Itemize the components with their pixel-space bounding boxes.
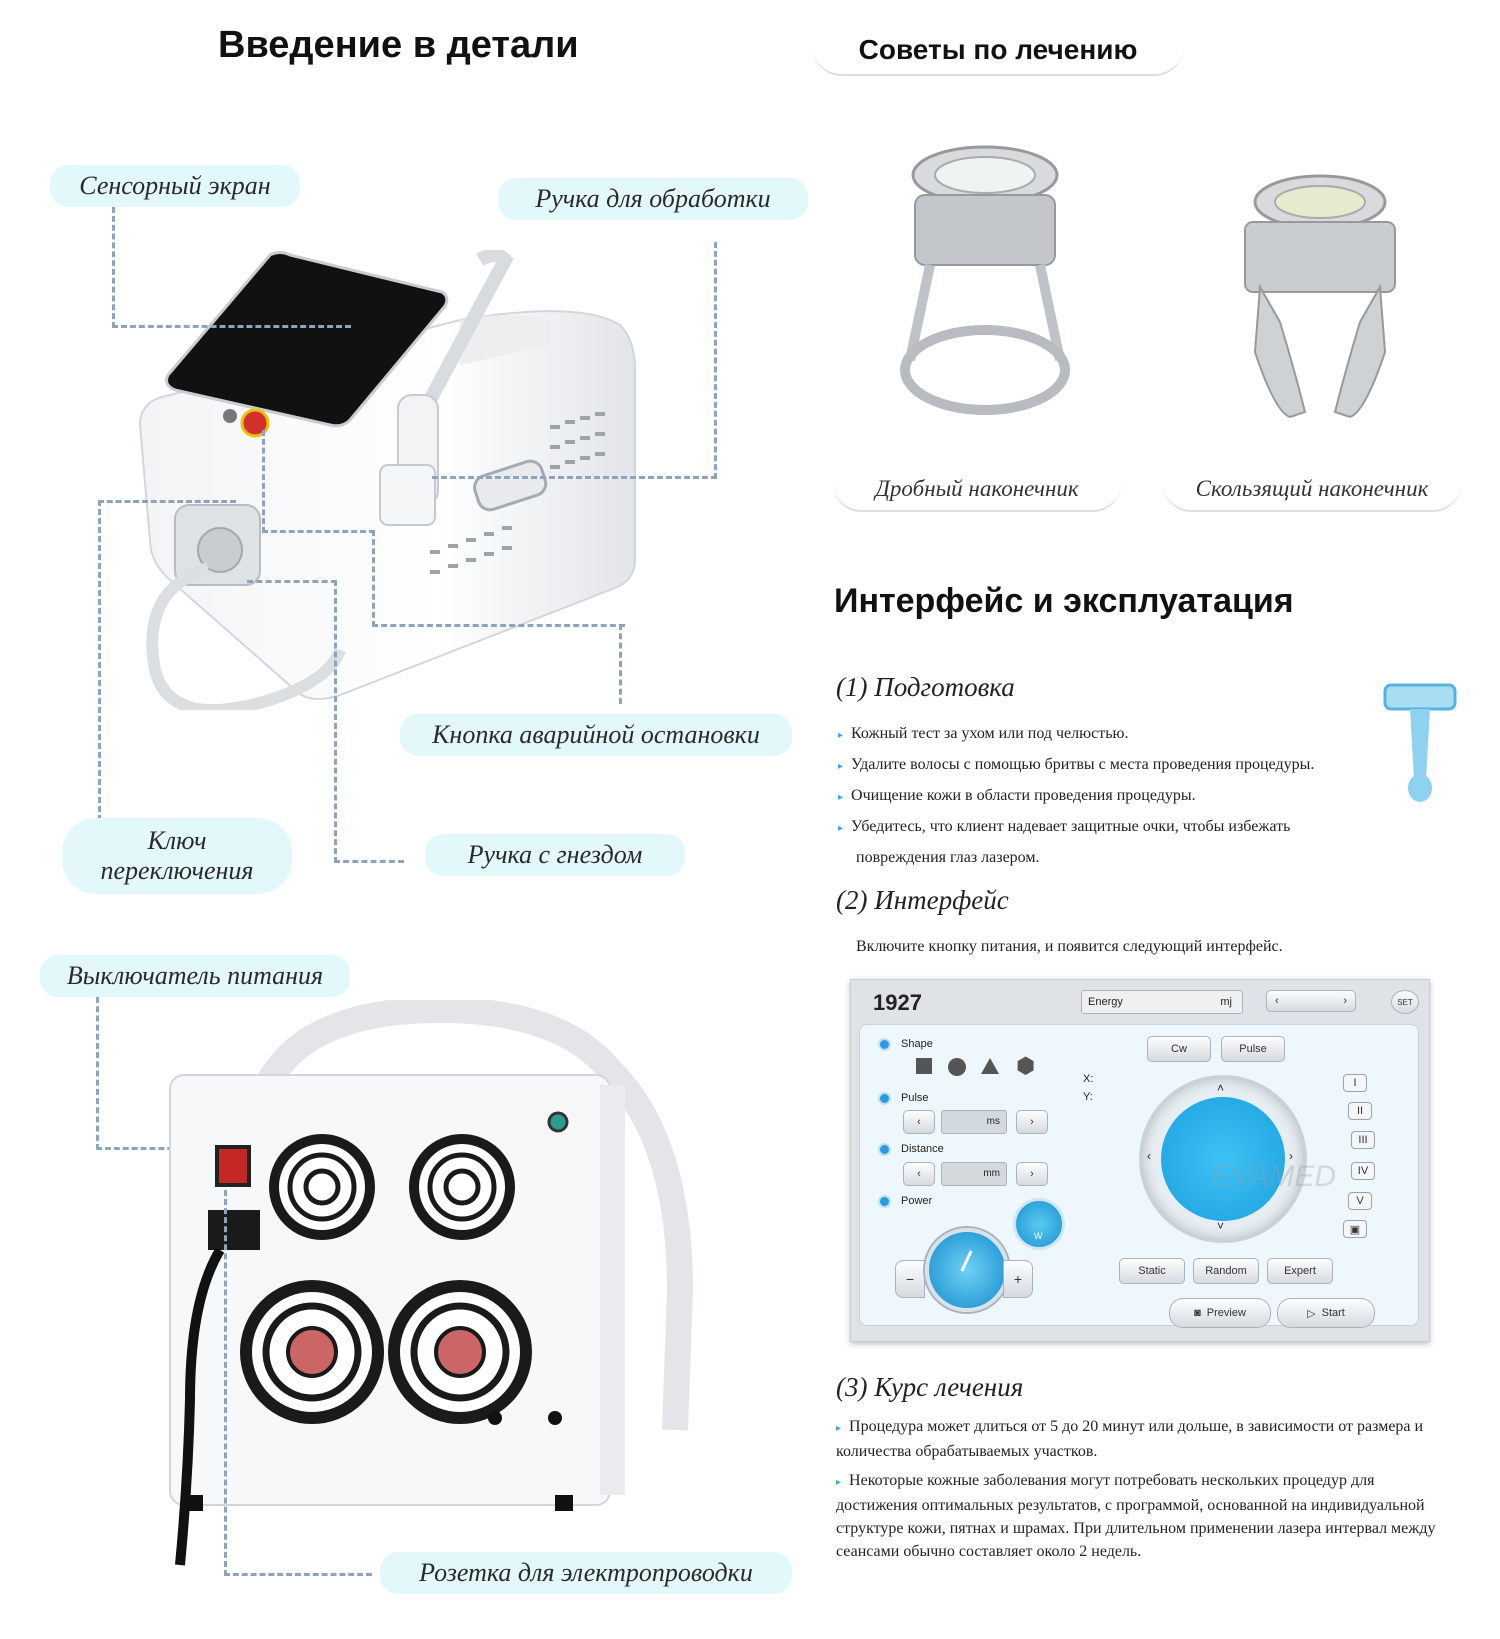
distance-decrease-button[interactable]: ‹: [903, 1162, 935, 1186]
emergency-leader-2: [372, 530, 625, 627]
distance-value-field[interactable]: [941, 1162, 1007, 1186]
fractional-tip-caption: Дробный наконечник: [832, 470, 1122, 512]
start-button[interactable]: ▷ Start: [1277, 1298, 1375, 1328]
arrow-down-icon[interactable]: ˅: [1217, 1219, 1225, 1233]
random-button[interactable]: Random: [1193, 1258, 1259, 1284]
fractional-tip-image: [895, 145, 1075, 430]
level-1-button[interactable]: I: [1343, 1074, 1367, 1092]
socket-handle-leader: [247, 580, 337, 863]
iface-title: (2) Интерфейс: [836, 885, 1009, 915]
power-value-button[interactable]: [1013, 1198, 1065, 1250]
prep-title: (1) Подготовка: [836, 672, 1015, 702]
arrow-left-icon[interactable]: ‹: [1147, 1149, 1151, 1163]
static-button[interactable]: Static: [1119, 1258, 1185, 1284]
pulse-indicator: [878, 1092, 891, 1105]
shape-square-icon[interactable]: [916, 1058, 932, 1074]
expert-button[interactable]: Expert: [1267, 1258, 1333, 1284]
level-3-button[interactable]: III: [1351, 1131, 1375, 1149]
details-heading: Введение в детали: [218, 24, 579, 66]
shape-circle-icon[interactable]: [948, 1058, 966, 1076]
distance-indicator: [878, 1143, 891, 1156]
handle-leader: [432, 242, 717, 479]
energy-stepper[interactable]: [1266, 990, 1356, 1012]
emergency-leader-3: [619, 624, 622, 704]
outlet-leader: [224, 1190, 372, 1576]
power-indicator: [878, 1195, 891, 1208]
sliding-tip-caption: Скользящий наконечник: [1162, 470, 1462, 512]
dial-needle-icon: [960, 1250, 972, 1271]
shape-hexagon-icon[interactable]: ⬢: [1016, 1053, 1036, 1078]
touch-screen-callout: Сенсорный экран: [50, 165, 300, 207]
chevron-right-icon[interactable]: ›: [1343, 995, 1347, 1007]
energy-display: [1081, 990, 1243, 1014]
shape-triangle-icon[interactable]: [981, 1058, 999, 1074]
control-interface-panel: [850, 979, 1430, 1342]
tips-heading: Советы по лечению: [812, 26, 1184, 76]
preview-icon: ◙: [1194, 1307, 1201, 1319]
pulse-mode-button[interactable]: Pulse: [1221, 1036, 1285, 1062]
ui-model: 1927: [873, 990, 922, 1015]
distance-label: Distance: [901, 1143, 944, 1155]
play-icon: ▷: [1307, 1307, 1316, 1320]
interface-heading: Интерфейс и эксплуатация: [834, 582, 1294, 620]
power-increase-button[interactable]: +: [1003, 1260, 1033, 1298]
socket-handle-callout: Ручка с гнездом: [425, 834, 685, 876]
shape-indicator: [878, 1038, 891, 1051]
prep-item-2: ▸ Удалите волосы с помощью бритвы с места проведения процедуры.: [838, 756, 1315, 773]
energy-label: Energy: [1088, 996, 1123, 1008]
level-4-button[interactable]: IV: [1351, 1162, 1375, 1180]
cw-button[interactable]: Cw: [1147, 1036, 1211, 1062]
arrow-right-icon[interactable]: ›: [1289, 1149, 1293, 1163]
power-unit: W: [1034, 1231, 1043, 1241]
pulse-decrease-button[interactable]: ‹: [903, 1110, 935, 1134]
level-5-button[interactable]: V: [1348, 1192, 1372, 1210]
shape-label: Shape: [901, 1038, 933, 1050]
x-coordinate-label: X:: [1083, 1073, 1094, 1085]
pulse-increase-button[interactable]: ›: [1016, 1110, 1048, 1134]
course-title: (3) Курс лечения: [836, 1372, 1024, 1402]
scan-area-joystick[interactable]: [1139, 1075, 1307, 1243]
prep-item-4-cont: повреждения глаз лазером.: [856, 849, 1040, 866]
touch-screen-leader: [112, 207, 351, 328]
prep-item-3: ▸ Очищение кожи в области проведения процедуры.: [838, 787, 1196, 804]
chevron-left-icon[interactable]: ‹: [1275, 995, 1279, 1007]
y-coordinate-label: Y:: [1083, 1091, 1093, 1103]
power-decrease-button[interactable]: −: [895, 1260, 925, 1298]
power-dial[interactable]: [925, 1228, 1009, 1312]
set-button[interactable]: SET: [1391, 990, 1419, 1014]
iface-text: Включите кнопку питания, и появится следующий интерфейс.: [856, 938, 1283, 955]
distance-increase-button[interactable]: ›: [1016, 1162, 1048, 1186]
scan-area-preview: [1161, 1097, 1285, 1221]
course-paragraph-1: ▸ Процедура может длиться от 5 до 20 минут или дольше, в зависимости от размера и количества обрабатываемых участков.: [836, 1418, 1424, 1460]
power-switch-callout: Выключатель питания: [40, 955, 350, 997]
power-label: Power: [901, 1195, 933, 1207]
course-paragraph-2: ▸ Некоторые кожные заболевания могут потребовать нескольких процедур для достижения оптимальных результатов, с программой, основанной на индивидуальной структуре кожи, пятнах и шрамах. При длительном применении лазера интервал между сеансами обычно составляет около 2 недель.: [836, 1472, 1436, 1560]
distance-unit: mm: [983, 1168, 1000, 1179]
pulse-unit: ms: [986, 1116, 1000, 1127]
emergency-leader: [262, 430, 375, 533]
prep-item-1: ▸ Кожный тест за ухом или под челюстью.: [838, 725, 1129, 742]
razor-icon: [1380, 680, 1460, 810]
pulse-value-field[interactable]: [941, 1110, 1007, 1134]
handle-callout: Ручка для обработки: [498, 178, 808, 220]
key-callout-line1: Ключ: [147, 826, 207, 855]
emergency-callout: Кнопка аварийной остановки: [400, 714, 792, 756]
prep-item-4: ▸ Убедитесь, что клиент надевает защитные очки, чтобы избежать: [838, 818, 1291, 835]
preview-button[interactable]: ◙ Preview: [1169, 1298, 1271, 1328]
watermark: EVAMED: [1211, 1160, 1337, 1193]
arrow-up-icon[interactable]: ˄: [1217, 1081, 1225, 1095]
level-2-button[interactable]: II: [1348, 1102, 1372, 1120]
sliding-tip-image: [1235, 172, 1415, 432]
key-callout-line2: переключения: [100, 856, 254, 885]
pulse-label: Pulse: [901, 1092, 929, 1104]
key-leader: [98, 500, 236, 821]
energy-unit: mj: [1220, 996, 1232, 1008]
outlet-callout: Розетка для электропроводки: [380, 1552, 792, 1594]
save-icon[interactable]: ▣: [1343, 1220, 1367, 1238]
socket-handle-leader-2: [334, 860, 404, 863]
